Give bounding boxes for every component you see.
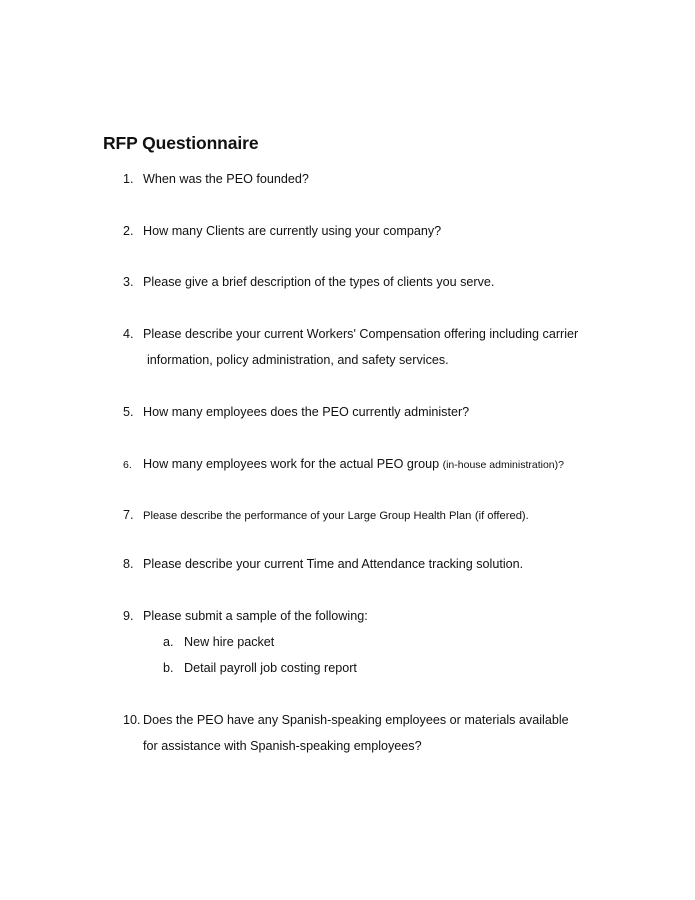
question-8 [123, 551, 523, 577]
question-note: (in-house administration)? [442, 459, 564, 471]
question-1 [123, 166, 309, 192]
question-text: When was the PEO founded? [143, 172, 309, 186]
question-number: 9. [123, 609, 134, 623]
sub-item-a [163, 629, 274, 655]
question-text: How many Clients are currently using your company? [143, 224, 442, 238]
sub-item-text: Detail payroll job costing report [184, 661, 357, 675]
question-number: 10. [123, 713, 141, 727]
question-text: Please describe the performance of your Large Group Health Plan [143, 510, 472, 522]
question-number: 2. [123, 224, 134, 238]
sub-item-letter: b. [163, 661, 174, 675]
question-text: How many employees work for the actual PEO group [143, 457, 440, 471]
question-3 [123, 269, 494, 295]
sub-item-text: New hire packet [184, 635, 275, 649]
question-number: 5. [123, 405, 134, 419]
question-number: 7. [123, 508, 134, 522]
sub-item-letter: a. [163, 635, 174, 649]
question-number: 8. [123, 557, 134, 571]
question-10 [123, 707, 569, 759]
question-number: 1. [123, 172, 134, 186]
page-title: RFP Questionnaire [103, 133, 259, 153]
question-text: Does the PEO have any Spanish-speaking employees or materials available [143, 713, 569, 727]
question-4 [123, 321, 578, 373]
question-9 [123, 603, 368, 629]
question-text: Please describe your current Time and Attendance tracking solution. [143, 557, 524, 571]
question-continuation: information, policy administration, and safety services. [147, 353, 449, 367]
question-number: 6. [123, 459, 132, 471]
question-number: 4. [123, 327, 134, 341]
question-text: Please give a brief description of the types of clients you serve. [143, 275, 495, 289]
question-text: Please submit a sample of the following: [143, 609, 368, 623]
question-continuation: for assistance with Spanish-speaking employees? [143, 739, 422, 753]
sub-item-b [163, 655, 357, 681]
question-number: 3. [123, 275, 134, 289]
question-2 [123, 218, 441, 244]
question-7 [123, 502, 529, 529]
question-text: Please describe your current Workers' Compensation offering including carrier [143, 327, 579, 341]
question-text: How many employees does the PEO currently administer? [143, 405, 470, 419]
question-5 [123, 399, 469, 425]
question-6 [123, 451, 564, 478]
question-note: (if offered). [474, 510, 529, 522]
